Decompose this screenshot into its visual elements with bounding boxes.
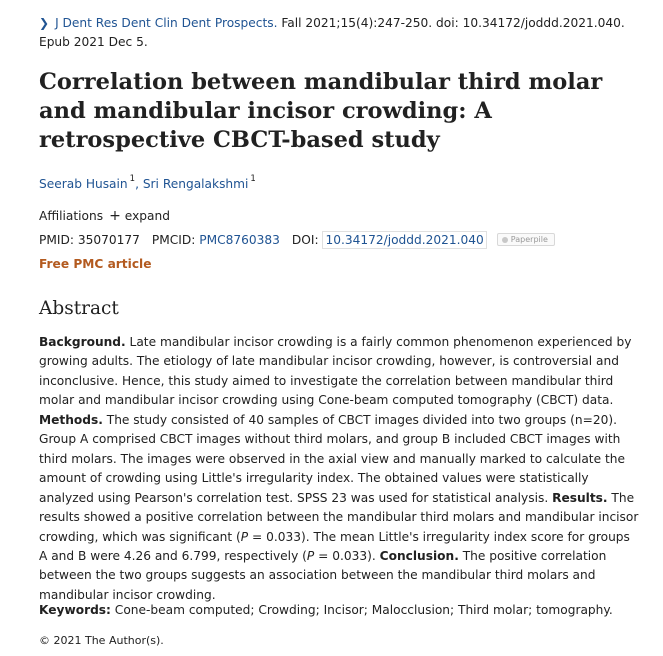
paperpile-button[interactable]: [497, 233, 555, 246]
results-text: = 0.033). The mean Little's irregularity index score for groups A and B were 4.26 and 6.799, respectively (: [39, 529, 630, 563]
pmid-value: 35070177: [77, 233, 140, 247]
abstract-text: [39, 333, 639, 605]
author-link[interactable]: Sri Rengalakshmi: [142, 177, 249, 191]
p-symbol: P: [240, 529, 249, 544]
free-pmc-article[interactable]: Free PMC article: [39, 257, 152, 271]
background-label: Background.: [39, 335, 126, 349]
article-title: Correlation between mandibular third molar and mandibular incisor crowding: A retrospective CBCT-based study: [39, 69, 603, 153]
paperpile-icon: [502, 237, 508, 243]
conclusion-label: Conclusion.: [379, 548, 459, 563]
plus-icon[interactable]: +: [109, 208, 121, 224]
citation-details: Fall 2021;15(4):247-250. doi: 10.34172/joddd.2021.040.: [281, 16, 625, 30]
keywords-text: Cone-beam computed; Crowding; Incisor; Malocclusion; Third molar; tomography.: [110, 603, 613, 617]
keywords: [39, 603, 613, 617]
background-text: Late mandibular incisor crowding is a fairly common phenomenon experienced by growing adults. The etiology of late mandibular incisor crowding, however, is controversial and inconclusive. Hence, this study aimed to investigate the correlation between mandibular third molar and mandibular incisor crowding using Cone-beam computed tomography (CBCT) data.: [39, 335, 632, 408]
conclusion-text: The positive correlation between the two groups suggests an association between the mandibular third molars and mandibular incisor crowding.: [39, 548, 607, 602]
abstract-heading: Abstract: [39, 298, 119, 319]
affiliation-mark[interactable]: 1: [129, 174, 136, 184]
affiliations-label: Affiliations: [39, 209, 104, 223]
pmid-label: PMID:: [39, 233, 74, 247]
journal-link[interactable]: J Dent Res Dent Clin Dent Prospects.: [55, 16, 278, 30]
paperpile-label: Paperpile: [510, 235, 548, 244]
pmcid-label: PMCID:: [151, 233, 196, 247]
copyright: © 2021 The Author(s).: [39, 634, 164, 647]
doi-label: DOI:: [291, 233, 319, 247]
doi-link[interactable]: 10.34172/joddd.2021.040: [322, 231, 486, 249]
p-symbol: P: [306, 548, 315, 563]
results-label: Results.: [552, 490, 608, 505]
citation-epub: Epub 2021 Dec 5.: [39, 35, 148, 49]
chevron-right-icon[interactable]: ❯: [39, 16, 50, 30]
results-text: = 0.033).: [314, 548, 380, 563]
citation: [39, 14, 639, 52]
author-link[interactable]: Seerab Husain: [39, 177, 128, 191]
authors-list: Seerab Husain $^1$, Sri Rengalakshmi $^1$: [39, 174, 256, 191]
identifiers: [39, 233, 555, 247]
keywords-label: Keywords:: [39, 603, 111, 617]
results-text: The results showed a positive correlation between the mandibular third molars and mandibular incisor crowding, which was significant (: [39, 490, 639, 544]
affiliations-toggle[interactable]: [39, 208, 170, 224]
pmcid-link[interactable]: PMC8760383: [199, 233, 280, 247]
expand-label[interactable]: expand: [124, 209, 170, 223]
methods-label: Methods.: [39, 412, 103, 427]
affiliation-mark[interactable]: 1: [250, 174, 256, 184]
methods-text: The study consisted of 40 samples of CBCT images divided into two groups (n=20). Group A comprised CBCT images without third molars, and group B included CBCT images with third molars. The images were observed in the axial view and manually marked to calculate the amount of crowding using Little's irregularity index. The obtained values were statistically analyzed using Pearson's correlation test. SPSS 23 was used for statistical analysis.: [39, 412, 625, 505]
